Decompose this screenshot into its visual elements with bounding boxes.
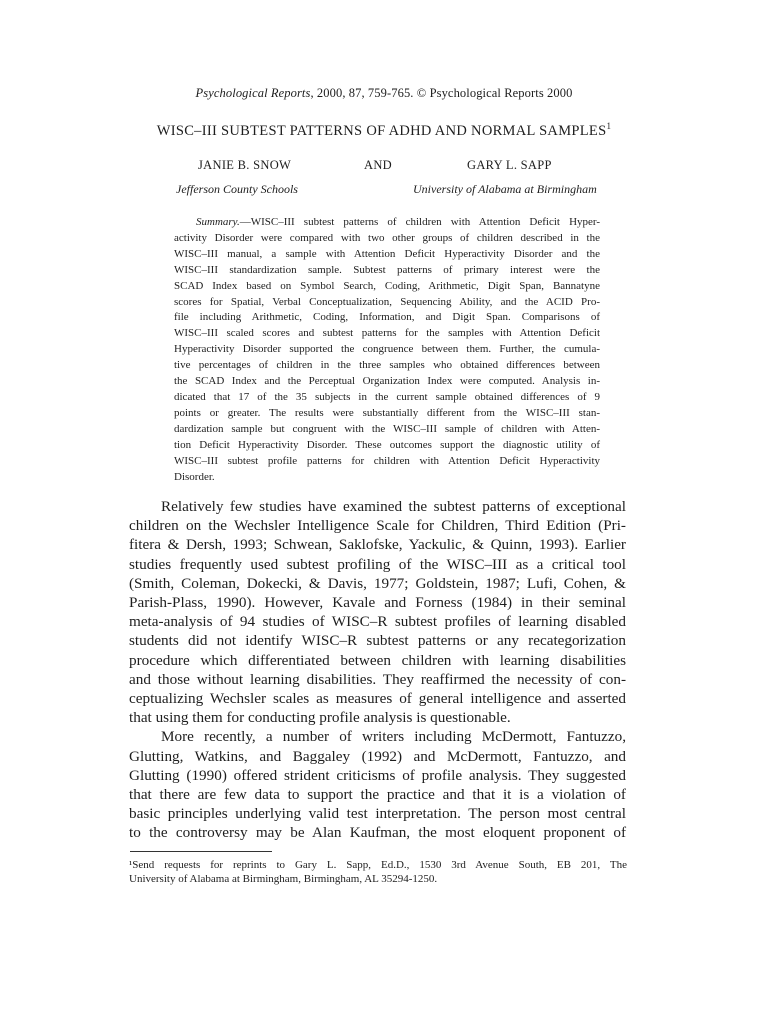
body-line: Glutting, Watkins, and Baggaley (1992) and McDermott, Fantuzzo, and <box>129 747 626 765</box>
running-header <box>0 86 768 101</box>
citation-info: , 2000, 87, 759-765. © Psychological Reports 2000 <box>310 86 573 100</box>
summary-line: WISC–III manual, a sample with Attention Deficit Hyperactivity Disorder and the <box>174 247 600 260</box>
summary-line: dicated that 17 of the 35 subjects in the current sample obtained differences of 9 <box>174 390 600 403</box>
paragraph-1 <box>129 497 626 727</box>
body-line: children on the Wechsler Intelligence Scale for Children, Third Edition (Pri- <box>129 517 626 535</box>
summary-line: points or greater. The results were substantially different from the WISC–III stan- <box>174 406 600 419</box>
body-line: basic principles underlying valid test interpretation. The person most central <box>129 805 626 823</box>
body-line: Parish-Plass, 1990). However, Kavale and Forness (1984) in their seminal <box>129 594 626 612</box>
summary-line: SCAD Index based on Symbol Search, Coding, Arithmetic, Digit Span, Bannatyne <box>174 279 600 292</box>
body-text <box>129 497 626 843</box>
body-line: procedure which differentiated between children with learning disabilities <box>129 651 626 669</box>
paragraph-2 <box>129 727 626 842</box>
summary-line: dardization sample but congruent with the WISC–III sample of children with Atten- <box>174 422 600 435</box>
summary-line: scores for Spatial, Verbal Conceptualization, Sequencing Ability, and the ACID Pro- <box>174 295 600 308</box>
body-line: Glutting (1990) offered strident criticisms of profile analysis. They suggested <box>129 766 626 784</box>
summary-line: Disorder. <box>174 470 215 483</box>
summary-line: the SCAD Index and the Perceptual Organization Index were computed. Analysis in- <box>174 375 600 388</box>
summary-line: WISC–III subtest profile patterns for children with Attention Deficit Hyperactivity <box>174 454 600 467</box>
title-footnote-mark: 1 <box>606 121 612 131</box>
body-line: to the controversy may be Alan Kaufman, the most eloquent proponent of <box>129 824 626 842</box>
summary-label: Summary. <box>196 216 240 228</box>
summary-line: WISC–III scaled scores and subtest patterns for the samples with Attention Deficit <box>174 327 600 340</box>
body-line: students did not identify WISC–R subtest patterns or any recategorization <box>129 632 626 650</box>
title-text: WISC–III SUBTEST PATTERNS OF ADHD AND NORMAL SAMPLES <box>156 123 607 139</box>
abstract-summary <box>174 215 600 485</box>
summary-line: Summary.—WISC–III subtest patterns of children with Attention Deficit Hyper- <box>196 216 600 228</box>
summary-line: WISC–III standardization sample. Subtest patterns of primary interest were the <box>174 263 600 276</box>
footnote-divider <box>130 851 272 852</box>
body-line: ceptualizing Wechsler scales as measures of general intelligence and asserted <box>129 690 626 708</box>
article-title <box>0 121 768 140</box>
footnote-line: University of Alabama at Birmingham, Birmingham, AL 35294-1250. <box>129 873 438 885</box>
summary-line: activity Disorder were compared with two other groups of children described in the <box>174 231 600 244</box>
author-first: JANIE B. SNOW <box>198 158 292 172</box>
affiliation-second: University of Alabama at Birmingham <box>413 182 597 196</box>
summary-line: tion Deficit Hyperactivity Disorder. These outcomes support the diagnostic utility of <box>174 438 600 451</box>
body-line: that using them for conducting profile analysis is questionable. <box>129 709 511 727</box>
footnote-line: ¹Send requests for reprints to Gary L. Sapp, Ed.D., 1530 3rd Avenue South, EB 201, The <box>129 859 627 871</box>
body-line: and those without learning disabilities. They reaffirmed the necessity of con- <box>129 670 626 688</box>
body-line: studies frequently used subtest profiling of the WISC–III as a critical tool <box>129 555 626 573</box>
author-conjunction: AND <box>364 158 392 172</box>
summary-line: tive percentages of children in the three samples who obtained differences between <box>174 359 600 372</box>
affiliation-first: Jefferson County Schools <box>176 182 298 196</box>
body-line: More recently, a number of writers including McDermott, Fantuzzo, <box>161 728 626 746</box>
body-line: Relatively few studies have examined the subtest patterns of exceptional <box>161 498 626 515</box>
body-line: meta-analysis of 94 studies of WISC–R subtest profiles of learning disabled <box>129 613 626 631</box>
summary-line: file including Arithmetic, Coding, Information, and Digit Span. Comparisons of <box>174 311 600 324</box>
footnote <box>129 858 627 886</box>
body-line: (Smith, Coleman, Dokecki, & Davis, 1977; Goldstein, 1987; Lufi, Cohen, & <box>129 574 626 592</box>
body-line: fitera & Dersh, 1993; Schwean, Saklofske, Yackulic, & Quinn, 1993). Earlier <box>129 536 626 554</box>
body-line: that there are few data to support the practice and that it is a violation of <box>129 786 626 804</box>
journal-name: Psychological Reports <box>195 86 311 100</box>
summary-line: Hyperactivity Disorder supported the congruence between them. Further, the cumula- <box>174 343 600 356</box>
author-second: GARY L. SAPP <box>467 158 552 172</box>
